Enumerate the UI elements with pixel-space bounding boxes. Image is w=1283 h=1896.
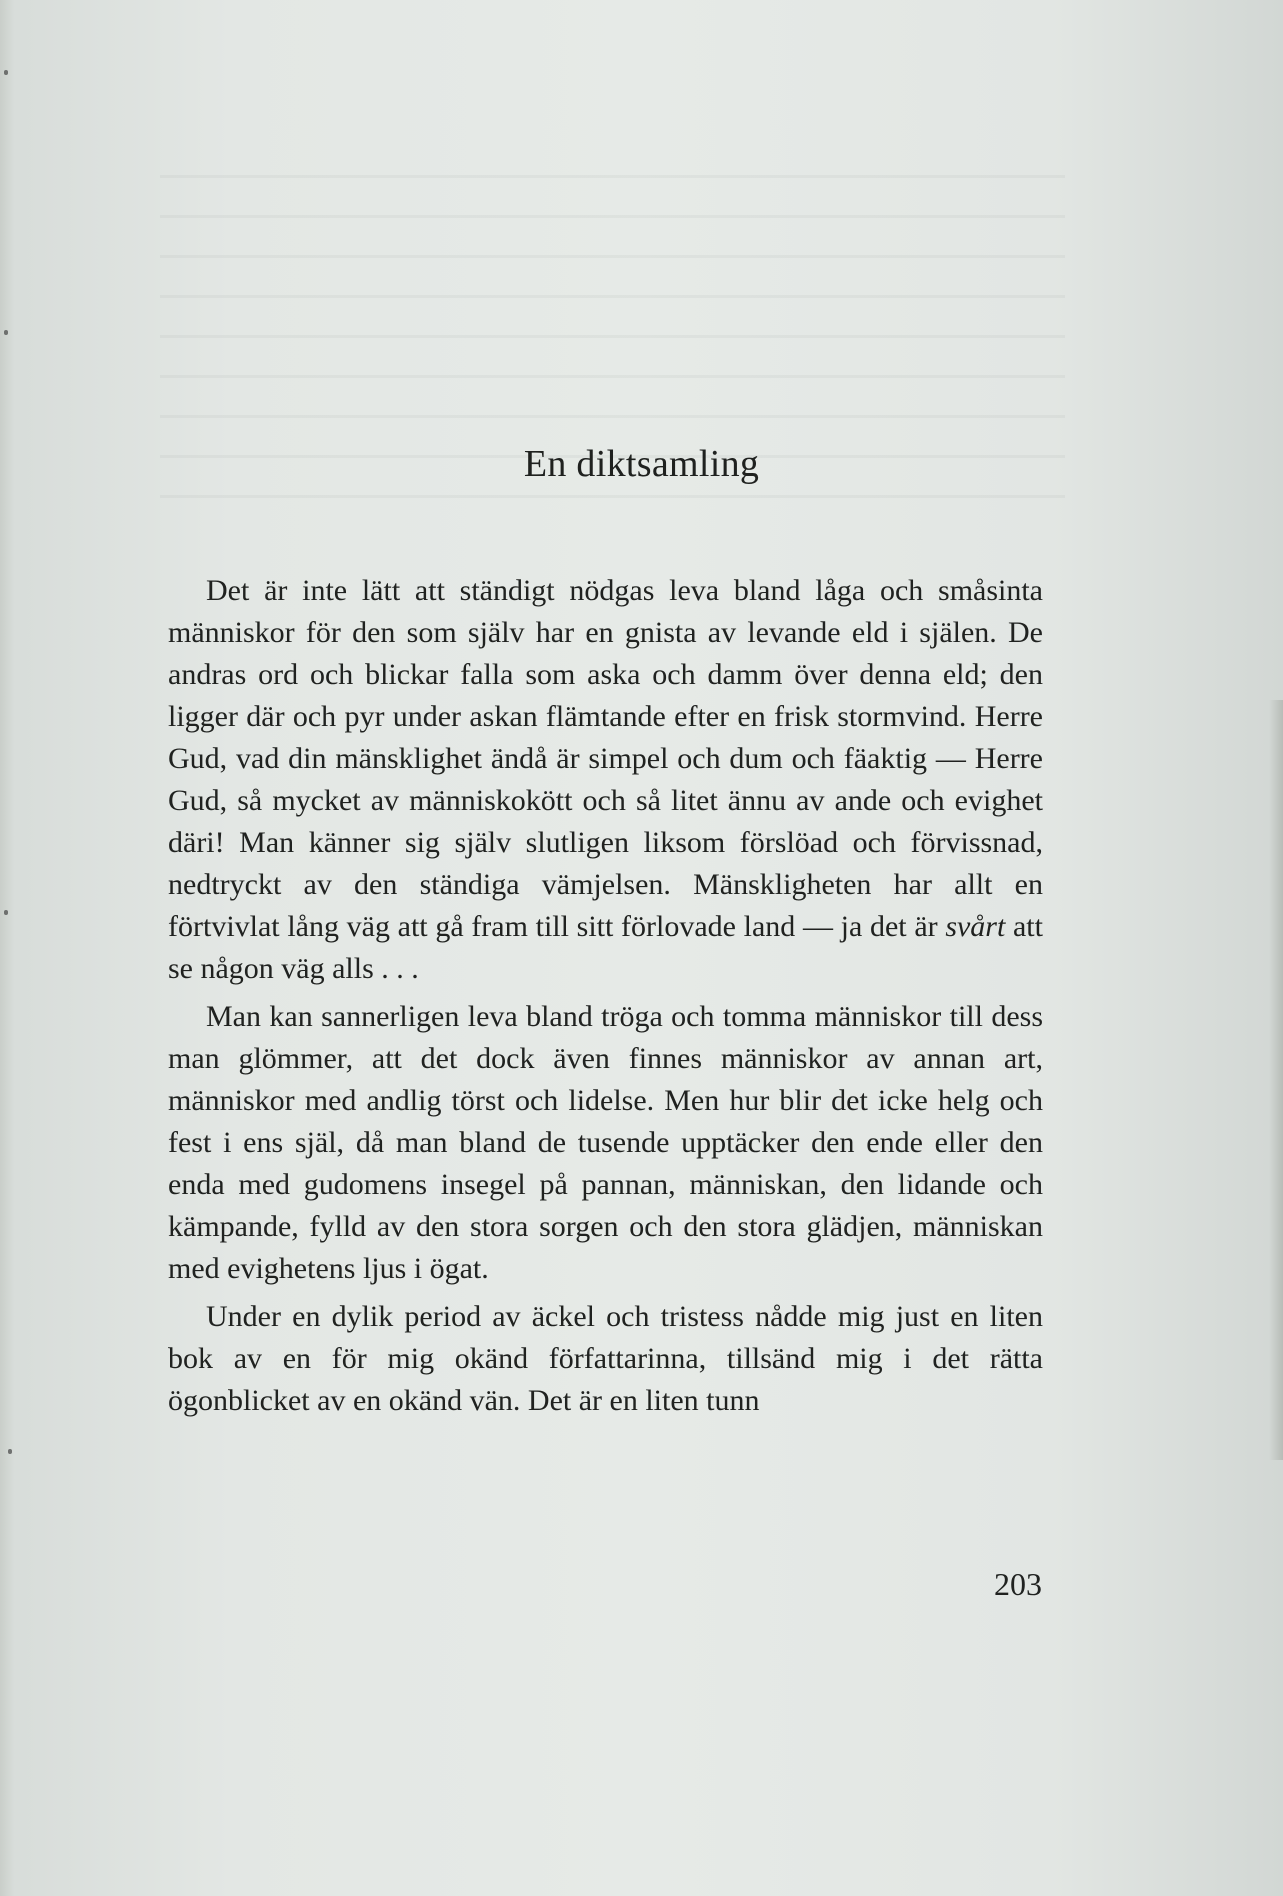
paragraph-1-text: Det är inte lätt att ständigt nödgas leva bland låga och småsinta människor för den som själv har en gnista av levande eld i själen. De andras ord och blickar falla som aska och damm över denna eld; den ligger där och pyr under askan flämtande efter en frisk stormvind. Herre Gud, vad din mänsklighet ändå är simpel och dum och fäaktig — Herre Gud, så mycket av människokött och så litet ännu av ande och evighet däri! Man känner sig själv slutligen liksom förslöad och förvissnad, nedtryckt av den ständiga vämjelsen. Mänskligheten har allt en förtvivlat lång väg att gå fram till sitt förlovade land — ja det är bbox=[168, 574, 1043, 943]
paragraph-1-ending: att se någon väg alls . . . bbox=[168, 910, 1043, 985]
body-text bbox=[168, 570, 1043, 1428]
paragraph-2: Man kan sannerligen leva bland tröga och tomma människor till dess man glömmer, att det dock även finnes människor av annan art, människor med andlig törst och lidelse. Men hur blir det icke helg och fest i ens själ, då man bland de tusende upptäcker den ende eller den enda med gudomens insegel på pannan, människan, den lidande och kämpande, fylld av den stora sorgen och den stora glädjen, människan med evighetens ljus i ögat. bbox=[168, 1000, 1043, 1285]
page-edge-right bbox=[1269, 700, 1283, 1460]
page-number: 203 bbox=[994, 1566, 1042, 1602]
chapter-heading: En diktsamling bbox=[523, 443, 760, 485]
paragraph-1-emphasis: svårt bbox=[945, 910, 1006, 943]
paragraph-3: Under en dylik period av äckel och tristess nådde mig just en liten bok av en för mig okänd författarinna, tillsänd mig i det rätta ögonblicket av en okänd vän. Det är en liten tunn bbox=[168, 1300, 1043, 1417]
paragraph-1 bbox=[168, 570, 1043, 990]
page-edge-left bbox=[0, 0, 14, 1896]
